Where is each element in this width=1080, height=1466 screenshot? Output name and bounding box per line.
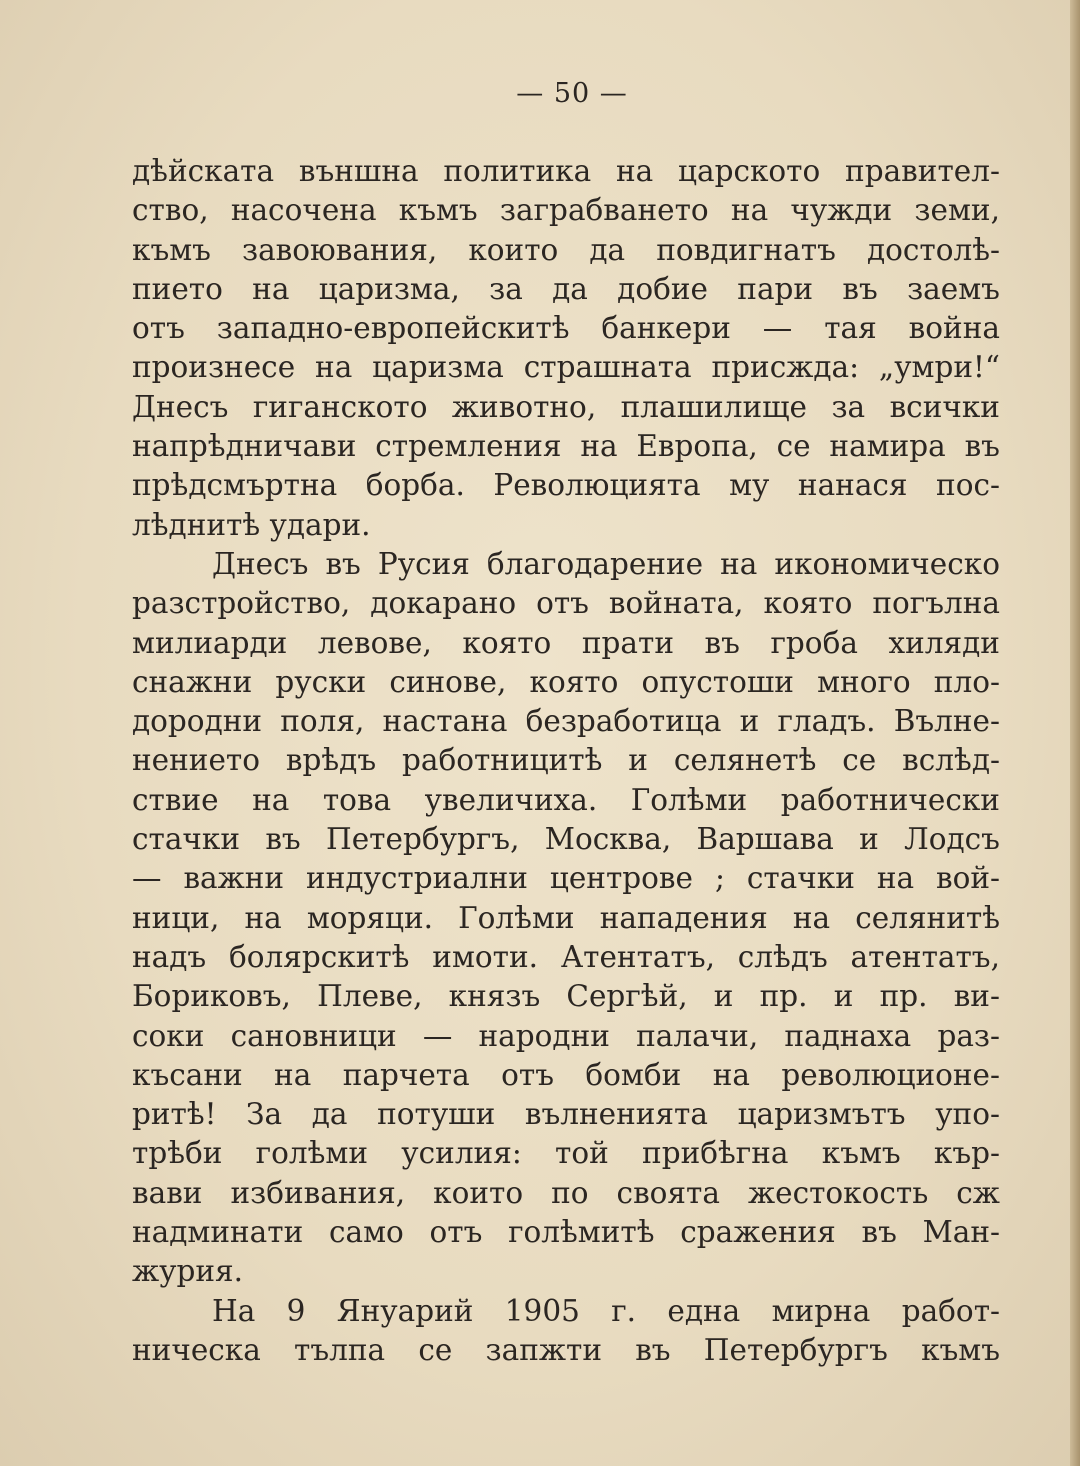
text-line: късани на парчета отъ бомби на революционе-: [132, 1057, 1000, 1092]
text-line: надминати само отъ голѣмитѣ сражения въ Ман-: [132, 1215, 1000, 1250]
text-line: журия.: [132, 1254, 244, 1289]
text-line: нението врѣдъ работницитѣ и селянетѣ се вслѣд-: [132, 743, 1000, 778]
text-line: дородни поля, настана безработица и гладъ. Вълнe-: [132, 704, 1000, 739]
page-edge: [1070, 0, 1080, 1466]
text-line: соки сановници — народни палачи, паднаха раз-: [132, 1018, 1000, 1053]
text-line: произнесе на царизма страшната присжда: „умри!“: [132, 350, 1000, 385]
text-line: надъ болярскитѣ имоти. Атентатъ, слѣдъ атентатъ,: [132, 939, 1000, 974]
text-line: снажни руски синове, която опустоши много пло-: [132, 664, 1000, 699]
text-line: вави избивания, които по своята жестокость сж: [132, 1175, 1000, 1210]
text-line: трѣби голѣми усилия: той прибѣгна къмъ кър-: [132, 1136, 1000, 1171]
text-line: ници, на моряци. Голѣми нападения на селянитѣ: [132, 900, 1000, 935]
text-line: стачки въ Петербургъ, Москва, Варшава и Лодсъ: [132, 822, 1000, 857]
text-line: На 9 Януарий 1905 г. една мирна работ-: [212, 1293, 1000, 1328]
text-line: напрѣдничави стремления на Европа, се намира въ: [132, 429, 1000, 464]
text-line: прѣдсмъртна борба. Революцията му нанася пос-: [132, 468, 1000, 503]
text-line: лѣднитѣ удари.: [132, 507, 371, 542]
body-text: [132, 152, 1000, 1370]
text-line: ритѣ! За да потуши вълненията царизмътъ упо-: [132, 1097, 1000, 1132]
page-number: — 50 —: [516, 78, 628, 109]
text-line: Днесъ гиганското животно, плашилище за всички: [132, 389, 1000, 424]
text-line: милиарди левове, която прати въ гроба хиляди: [132, 625, 1000, 660]
text-line: Днесъ въ Русия благодарение на икономическо: [212, 546, 1000, 581]
text-line: отъ западно-европейскитѣ банкери — тая война: [132, 311, 1000, 346]
text-line: Бориковъ, Плеве, князъ Сергѣй, и пр. и пр. ви-: [132, 979, 1000, 1014]
text-line: — важни индустриални центрове ; стачки на вой-: [132, 861, 1000, 896]
text-line: разстройство, докарано отъ войната, която погълна: [132, 586, 1000, 621]
text-line: пието на царизма, за да добие пари въ заемъ: [132, 271, 1000, 306]
text-line: ническа тълпа се запжти въ Петербургъ къмъ: [132, 1332, 1000, 1367]
text-line: ство, насочена къмъ заграбването на чужди земи,: [132, 193, 1000, 228]
text-line: дѣйската външна политика на царското правител-: [132, 154, 1000, 188]
text-line: ствие на това увеличиха. Голѣми работнически: [132, 782, 1000, 817]
text-line: къмъ завоювания, които да повдигнатъ достолѣ-: [132, 232, 1000, 267]
